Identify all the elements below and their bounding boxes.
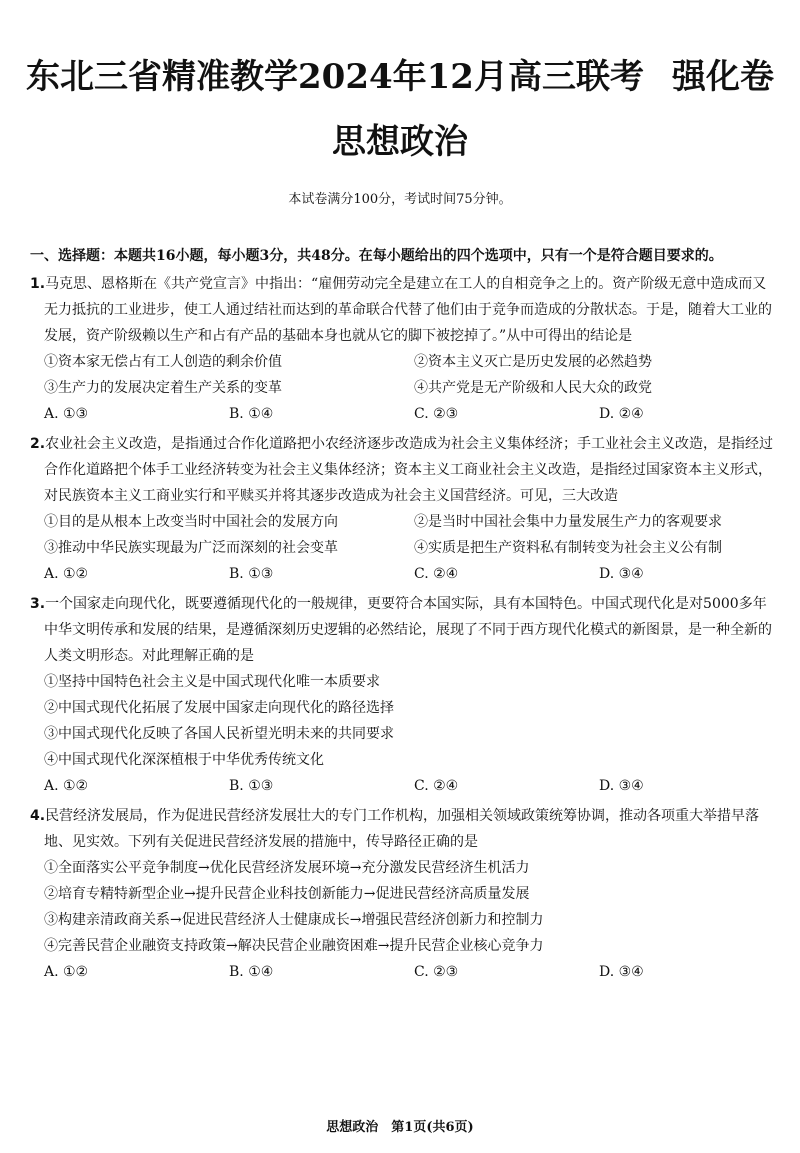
choice-d: D. ②④: [599, 406, 644, 422]
option-list: [30, 349, 775, 401]
option-1: ①目的是从根本上改变当时中国社会的发展方向: [44, 514, 338, 530]
choice-a: A. ①②: [44, 778, 89, 794]
question-4: [30, 803, 775, 985]
option-4: ④实质是把生产资料私有制转变为社会主义公有制: [414, 540, 722, 556]
choice-a: A. ①③: [44, 406, 89, 422]
choice-b: B. ①③: [229, 566, 274, 582]
choice-d: D. ③④: [599, 778, 644, 794]
choice-d: D. ③④: [599, 566, 644, 582]
option-list: [30, 669, 775, 773]
option-3: ③构建亲清政商关系→促进民营经济人士健康成长→增强民营经济创新力和控制力: [44, 912, 544, 928]
answer-choices: [30, 401, 775, 427]
option-1: ①资本家无偿占有工人创造的剩余价值: [44, 354, 282, 370]
choice-a: A. ①②: [44, 566, 89, 582]
option-4: ④中国式现代化深深植根于中华优秀传统文化: [44, 752, 324, 768]
option-4: ④完善民营企业融资支持政策→解决民营企业融资困难→提升民营企业核心竞争力: [44, 938, 544, 954]
option-3: ③推动中华民族实现最为广泛而深刻的社会变革: [44, 540, 338, 556]
question-stem: 农业社会主义改造，是指通过合作化道路把小农经济逐步改造成为社会主义集体经济；手工业社会主义改造，是指经过合作化道路把个体手工业经济转变为社会主义集体经济；资本主义工商业社会主义改造，是指经过国家资本主义形式，对民族资本主义工商业实行和平赎买并将其逐步改造成为社会主义国营经济。可见，三大改造: [44, 436, 774, 504]
answer-choices: [30, 959, 775, 985]
question-number: 2.: [30, 436, 46, 452]
choice-d: D. ③④: [599, 964, 644, 980]
answer-choices: [30, 773, 775, 799]
option-3: ③中国式现代化反映了各国人民祈望光明未来的共同要求: [44, 726, 394, 742]
option-2: ②培育专精特新型企业→提升民营企业科技创新能力→促进民营经济高质量发展: [44, 886, 530, 902]
question-1: [30, 271, 775, 427]
choice-b: B. ①④: [229, 406, 274, 422]
question-stem: 马克思、恩格斯在《共产党宣言》中指出：“雇佣劳动完全是建立在工人的自相竞争之上的。资产阶级无意中造成而又无力抵抗的工业进步，使工人通过结社而达到的革命联合代替了他们由于竞争而造成的分散状态。于是，随着大工业的发展，资产阶级赖以生产和占有产品的基础本身也就从它的脚下被挖掉了。”从中可得出的结论是: [44, 276, 772, 344]
question-number: 3.: [30, 596, 46, 612]
choice-a: A. ①②: [44, 964, 89, 980]
exam-title-main: 东北三省精准教学2024年12月高三联考: [26, 57, 644, 97]
option-2: ②中国式现代化拓展了发展中国家走向现代化的路径选择: [44, 700, 394, 716]
choice-b: B. ①④: [229, 964, 274, 980]
question-stem: 民营经济发展局，作为促进民营经济发展壮大的专门工作机构，加强相关领域政策统筹协调，推动各项重大举措早落地、见实效。下列有关促进民营经济发展的措施中，传导路径正确的是: [44, 808, 760, 850]
option-1: ①全面落实公平竞争制度→优化民营经济发展环境→充分激发民营经济生机活力: [44, 860, 530, 876]
exam-note: 本试卷满分100分，考试时间75分钟。: [288, 192, 512, 207]
answer-choices: [30, 561, 775, 587]
questions-area: [30, 243, 775, 989]
option-2: ②是当时中国社会集中力量发展生产力的客观要求: [414, 514, 722, 530]
choice-c: C. ②④: [414, 778, 459, 794]
question-number: 1.: [30, 276, 46, 292]
question-number: 4.: [30, 808, 46, 824]
option-2: ②资本主义灭亡是历史发展的必然趋势: [414, 354, 652, 370]
choice-c: C. ②④: [414, 566, 459, 582]
option-3: ③生产力的发展决定着生产关系的变革: [44, 380, 282, 396]
section-heading: 一、选择题：本题共16小题，每小题3分，共48分。在每小题给出的四个选项中，只有一个是符合题目要求的。: [30, 248, 723, 264]
question-stem: 一个国家走向现代化，既要遵循现代化的一般规律，更要符合本国实际，具有本国特色。中国式现代化是对5000多年中华文明传承和发展的结果，是遵循深刻历史逻辑的必然结论，展现了不同于西方现代化模式的新图景，是一种全新的人类文明形态。对此理解正确的是: [44, 596, 772, 664]
exam-title: [0, 56, 800, 98]
option-1: ①坚持中国特色社会主义是中国式现代化唯一本质要求: [44, 674, 380, 690]
question-2: [30, 431, 775, 587]
choice-c: C. ②③: [414, 964, 459, 980]
exam-title-tag: 强化卷: [671, 57, 774, 97]
question-3: [30, 591, 775, 799]
option-4: ④共产党是无产阶级和人民大众的政党: [414, 380, 652, 396]
subject-title: 思想政治: [332, 122, 468, 162]
page-footer: 思想政治 第1页(共6页): [326, 1120, 474, 1135]
choice-c: C. ②③: [414, 406, 459, 422]
option-list: [30, 855, 775, 959]
option-list: [30, 509, 775, 561]
choice-b: B. ①③: [229, 778, 274, 794]
